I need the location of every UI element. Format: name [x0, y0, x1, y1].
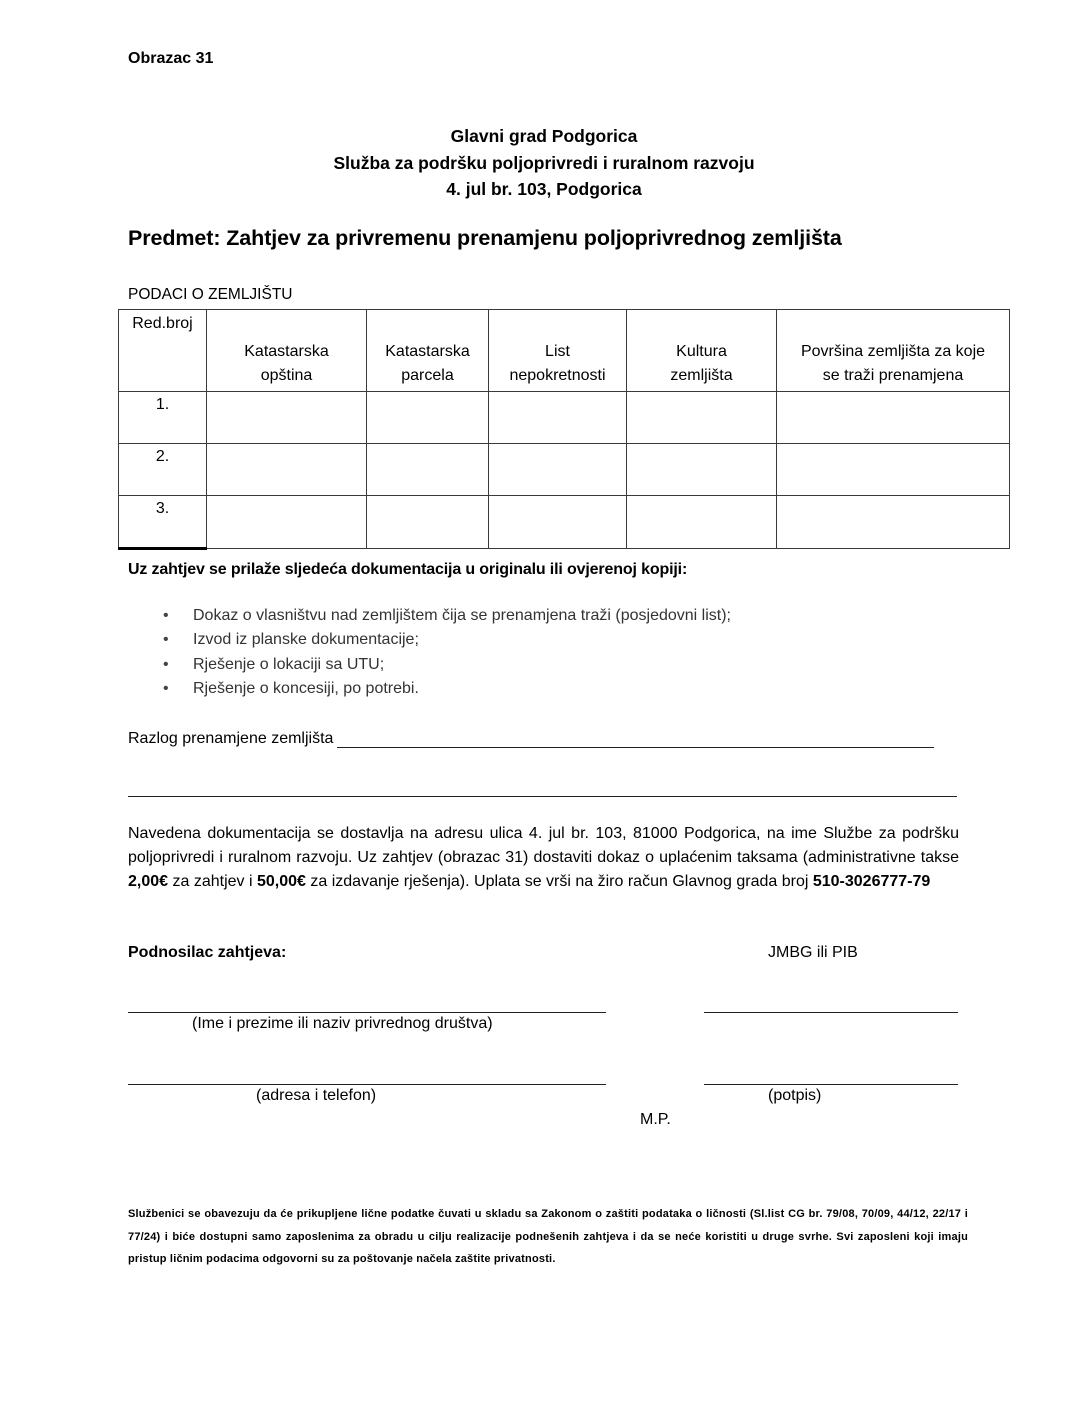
column-header-text: Kultura — [676, 343, 727, 360]
delivery-text: za izdavanje rješenja). Uplata se vrši na žiro račun Glavnog grada broj — [305, 873, 813, 891]
column-header-text: List — [545, 343, 570, 360]
required-documents-heading: Uz zahtjev se prilaže sljedeća dokumentacija u originalu ili ovjerenoj kopiji: — [128, 561, 688, 578]
column-header-cadastral-municipality — [207, 310, 367, 392]
property-sheet-cell[interactable] — [489, 496, 627, 549]
land-area-cell[interactable] — [777, 392, 1010, 444]
row-number-cell: 2. — [119, 444, 207, 496]
list-item — [128, 677, 731, 701]
signature-line[interactable] — [704, 1068, 958, 1085]
bullet-icon: • — [163, 679, 169, 697]
list-item — [128, 604, 731, 628]
cadastral-parcel-cell[interactable] — [367, 392, 489, 444]
cadastral-municipality-cell[interactable] — [207, 392, 367, 444]
land-area-cell[interactable] — [777, 444, 1010, 496]
land-data-table — [118, 309, 1010, 550]
fee-decision-amount: 50,00€ — [256, 873, 306, 891]
table-row — [119, 496, 1010, 549]
land-area-cell[interactable] — [777, 496, 1010, 549]
row-number-cell: 3. — [119, 496, 207, 549]
delivery-text: za zahtjev i — [168, 873, 257, 891]
column-header-property-sheet — [489, 310, 627, 392]
fee-request-amount: 2,00€ — [128, 873, 169, 891]
column-header-row-number — [119, 310, 207, 392]
column-header-land-culture — [627, 310, 777, 392]
column-header-text: opština — [260, 367, 313, 384]
column-header-text: Red.broj — [132, 315, 193, 332]
property-sheet-cell[interactable] — [489, 444, 627, 496]
column-header-text: Katastarska — [244, 343, 329, 360]
institution-city: Glavni grad Podgorica — [450, 126, 638, 146]
column-header-text: se traži prenamjena — [822, 367, 964, 384]
table-row — [119, 392, 1010, 444]
bullet-icon: • — [163, 655, 169, 673]
column-header-land-area — [777, 310, 1010, 392]
signature-caption: (potpis) — [768, 1087, 822, 1104]
applicant-address-caption: (adresa i telefon) — [256, 1087, 377, 1104]
cadastral-parcel-cell[interactable] — [367, 444, 489, 496]
reason-input-line[interactable] — [337, 730, 934, 748]
privacy-footnote: Službenici se obavezuju da će prikupljene lične podatke čuvati u skladu sa Zakonom o zaštiti podataka o ličnosti (Sl.list CG br. 79/08, 70/09, 44/12, 22/17 i 77/24) i biće dostupni samo zaposlenima za obradu u cilju realizacije podnešenih zahtjeva i da se neće koristiti u druge svrhe. Svi zaposleni koji imaju pristup ličnim podacima odgovorni su za poštovanje načela zaštite privatnosti. — [128, 1208, 968, 1265]
delivery-text: Navedena dokumentacija se dostavlja na adresu ulica 4. jul br. 103, 81000 Podgorica, na ime Službe za podršku poljoprivredi i ruralnom razvoju. Uz zahtjev (obrazac 31) dostaviti dokaz o uplaćenim taksama (administrativne takse — [128, 825, 959, 867]
list-item-text: Rješenje o lokaciji sa UTU; — [193, 655, 385, 673]
reason-row — [128, 730, 934, 748]
land-culture-cell[interactable] — [627, 444, 777, 496]
column-header-text: zemljišta — [670, 367, 733, 384]
document-subject: Predmet: Zahtjev za privremenu prenamjenu poljoprivrednog zemljišta — [128, 226, 842, 250]
institution-header — [0, 123, 1088, 203]
applicant-name-line[interactable] — [128, 996, 606, 1013]
column-header-text: nepokretnosti — [509, 367, 606, 384]
property-sheet-cell[interactable] — [489, 392, 627, 444]
cadastral-municipality-cell[interactable] — [207, 444, 367, 496]
list-item — [128, 653, 731, 677]
column-header-text: parcela — [401, 367, 454, 384]
list-item-text: Izvod iz planske dokumentacije; — [193, 631, 419, 649]
land-culture-cell[interactable] — [627, 392, 777, 444]
column-header-text: Površina zemljišta za koje — [800, 343, 986, 360]
institution-address: 4. jul br. 103, Podgorica — [446, 179, 642, 199]
land-culture-cell[interactable] — [627, 496, 777, 549]
jmbg-pib-line[interactable] — [704, 996, 958, 1013]
bullet-icon: • — [163, 607, 169, 624]
applicant-name-caption: (Ime i prezime ili naziv privrednog društva) — [192, 1015, 493, 1032]
applicant-address-line[interactable] — [128, 1068, 606, 1085]
cadastral-parcel-cell[interactable] — [367, 496, 489, 549]
column-header-cadastral-parcel — [367, 310, 489, 392]
delivery-instructions — [128, 822, 959, 895]
bank-account-number: 510-3026777-79 — [812, 873, 931, 891]
required-documents-list — [128, 604, 731, 701]
table-row — [119, 444, 1010, 496]
stamp-placeholder: M.P. — [640, 1111, 671, 1128]
table-header-row — [119, 310, 1010, 392]
institution-department: Služba za podršku poljoprivredi i ruralnom razvoju — [333, 152, 755, 173]
jmbg-pib-label: JMBG ili PIB — [768, 944, 858, 961]
row-number-cell: 1. — [119, 392, 207, 444]
column-header-text: Katastarska — [385, 343, 470, 360]
reason-label: Razlog prenamjene zemljišta — [128, 730, 334, 747]
cadastral-municipality-cell[interactable] — [207, 496, 367, 549]
list-item-text: Rješenje o koncesiji, po potrebi. — [193, 679, 419, 697]
form-number: Obrazac 31 — [128, 50, 214, 67]
list-item — [128, 628, 731, 652]
land-data-section-label: PODACI O ZEMLJIŠTU — [128, 286, 293, 303]
list-item-text: Dokaz o vlasništvu nad zemljištem čija se prenamjena traži (posjedovni list); — [193, 607, 731, 624]
applicant-label: Podnosilac zahtjeva: — [128, 944, 287, 961]
bullet-icon: • — [163, 631, 169, 649]
reason-input-line-2[interactable] — [128, 780, 957, 797]
